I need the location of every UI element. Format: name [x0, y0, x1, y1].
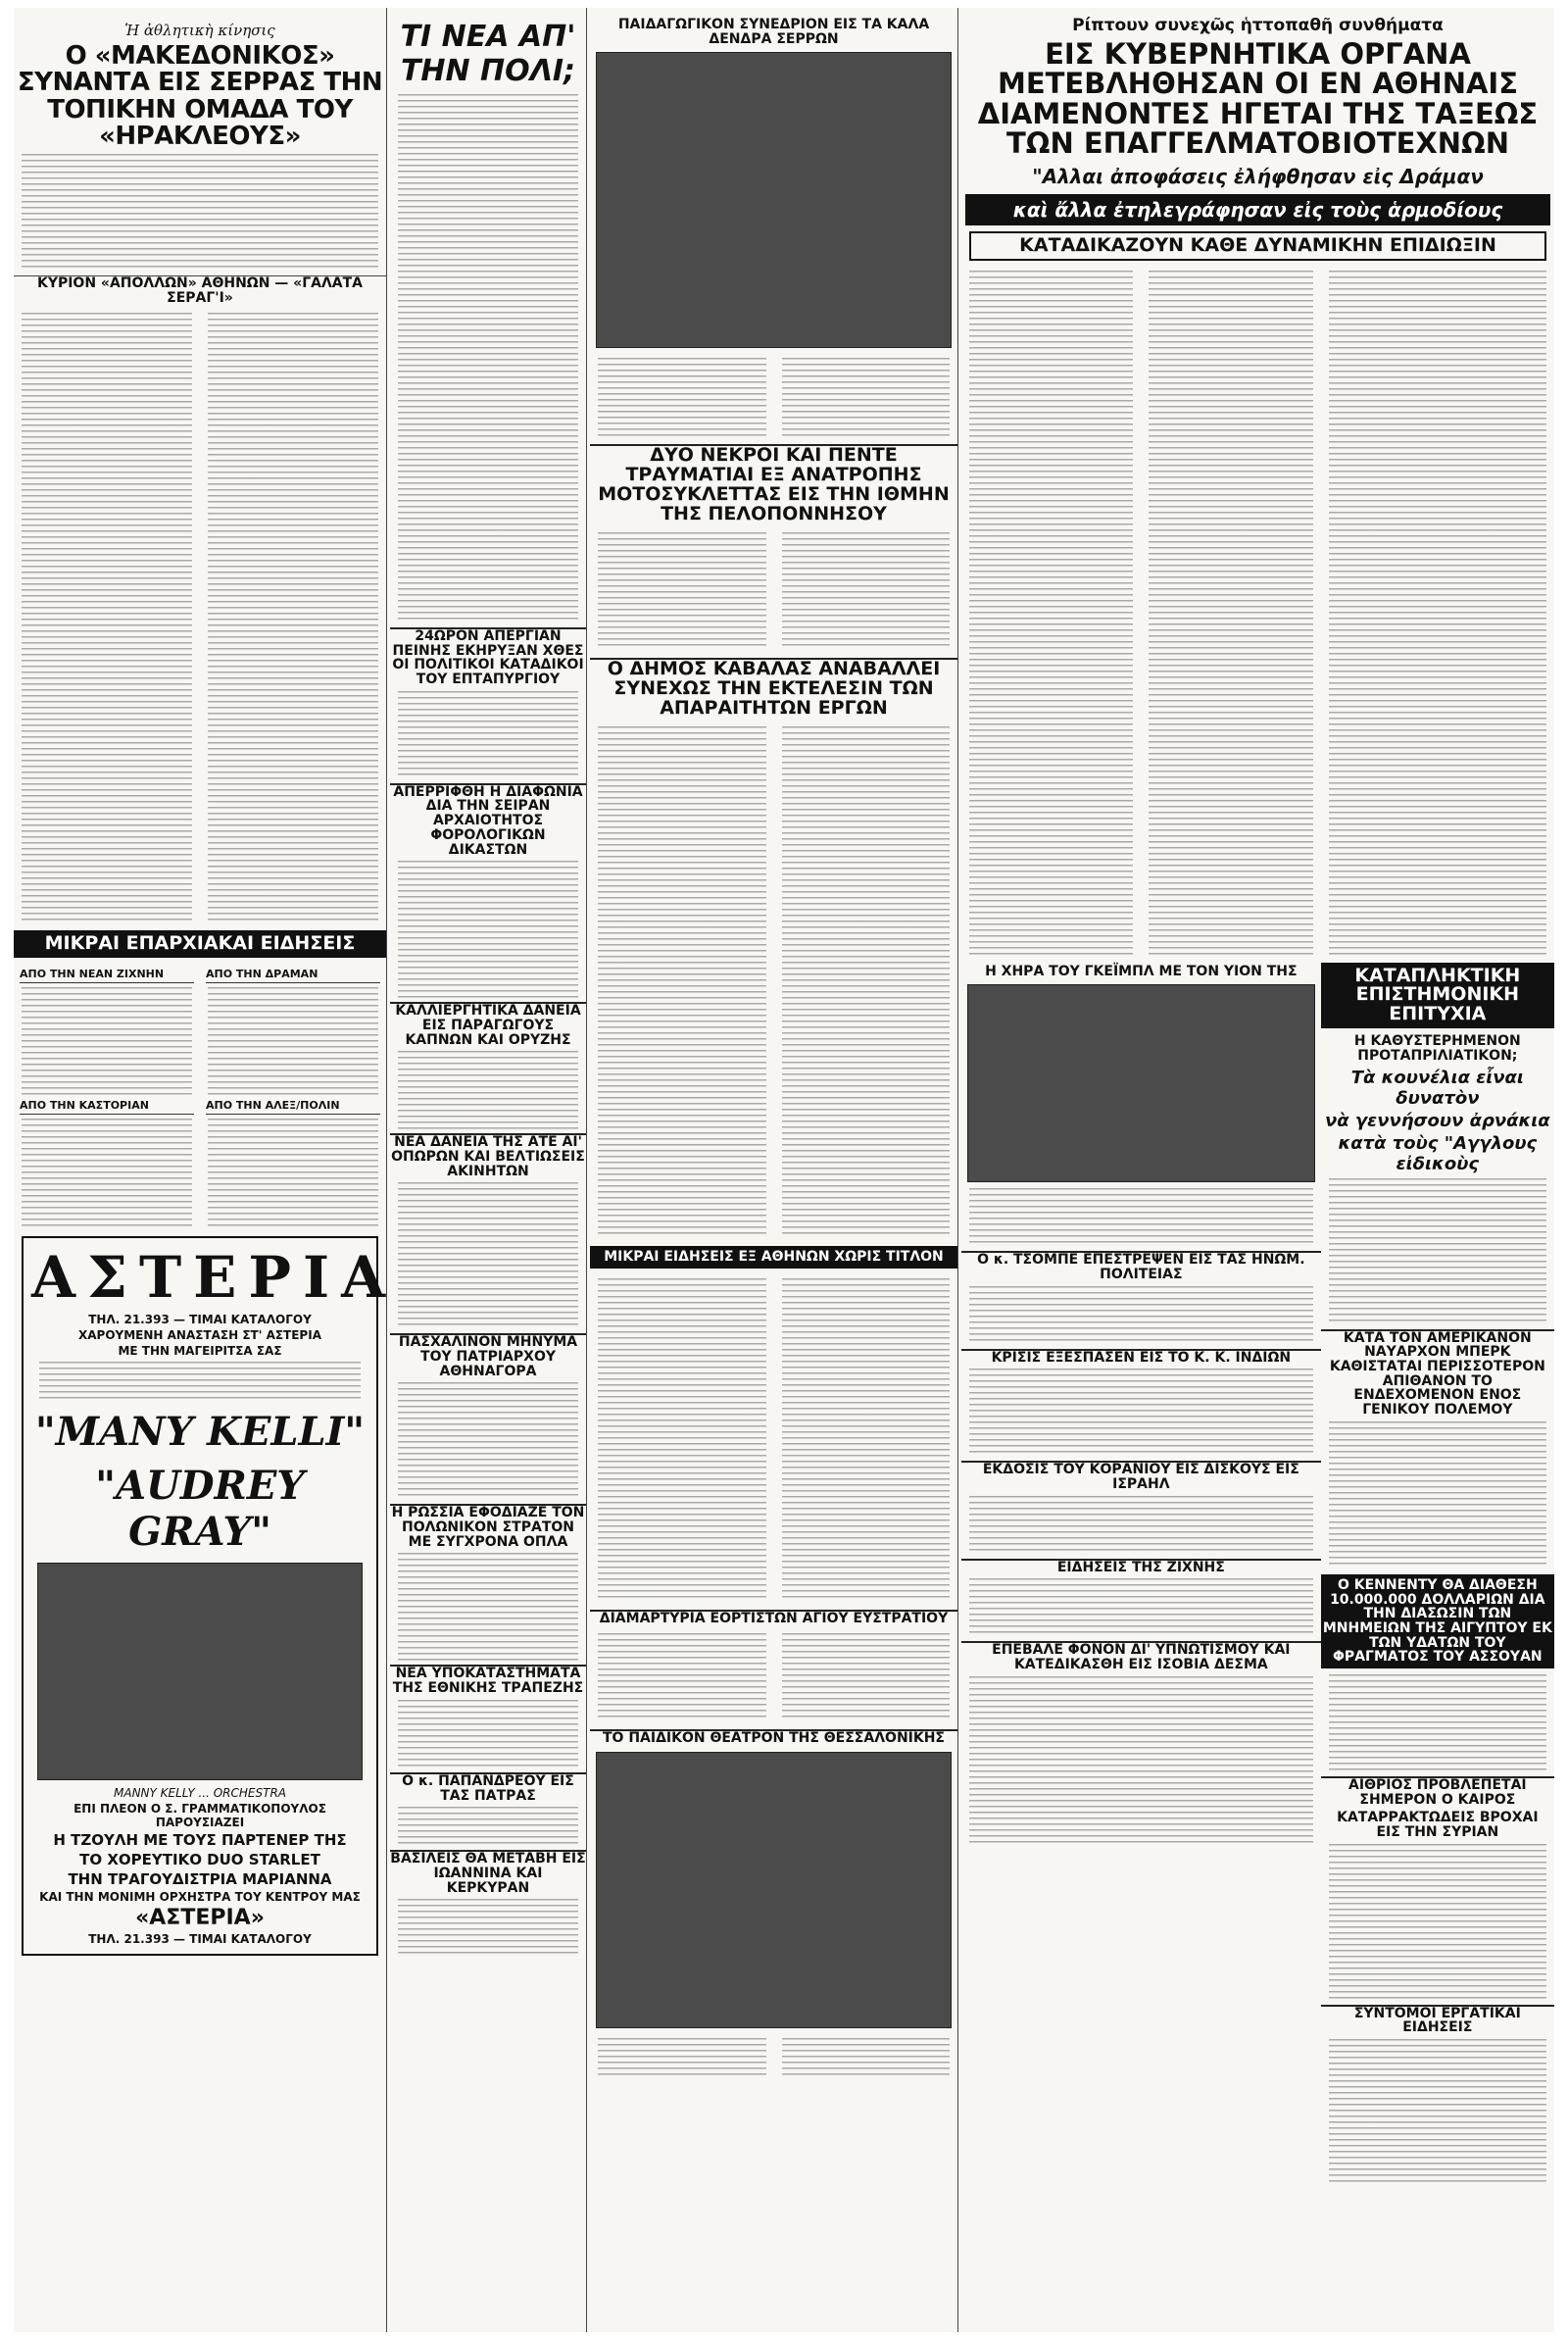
ad-line: ΧΑΡΟΥΜΕΝΗ ΑΝΑΣΤΑΣΗ ΣΤ' ΑΣΤΕΡΙΑ	[78, 1327, 321, 1342]
headline: ΕΙΔΗΣΕΙΣ ΤΗΣ ΖΙΧΝΗΣ	[961, 1559, 1321, 1575]
article-text	[22, 313, 192, 921]
subheadline: Τὰ κουνέλια εἶναι δυνατὸν	[1350, 1067, 1524, 1109]
headline: ΚΡΙΣΙΣ ΕΞΕΣΠΑΣΕΝ ΕΙΣ ΤΟ Κ. Κ. ΙΝΔΙΩΝ	[961, 1349, 1321, 1366]
headline: ΔΙΑΜΑΡΤΥΡΙΑ ΕΟΡΤΙΣΤΩΝ ΑΓΙΟΥ ΕΥΣΤΡΑΤΙΟΥ	[590, 1610, 957, 1626]
headline: ΔΥΟ ΝΕΚΡΟΙ ΚΑΙ ΠΕΝΤΕ ΤΡΑΥΜΑΤΙΑΙ ΕΞ ΑΝΑΤΡΟΠΗΣ ΜΟΤΟΣΥΚΛΕΤΤΑΣ ΕΙΣ ΤΗΝ ΙΘΜΗΝ ΤΗΣ ΠΕΛΟΠΟΝΝΗΣΟΥ	[590, 444, 957, 524]
article-text	[969, 1578, 1313, 1637]
ad-title: ΑΣΤΕΡΙΑ	[31, 1243, 398, 1311]
section-title: ΑΠΟ ΤΗΝ ΚΑΣΤΟΡΙΑΝ	[20, 1099, 194, 1115]
headline: ΣΥΝΤΟΜΟΙ ΕΡΓΑΤΙΚΑΙ ΕΙΔΗΣΕΙΣ	[1321, 2005, 1554, 2035]
article-text	[208, 1119, 378, 1226]
orchestra-photo	[37, 1563, 363, 1780]
article-text	[969, 1676, 1313, 1843]
headline: Ο κ. ΠΑΠΑΝΔΡΕΟΥ ΕΙΣ ΤΑΣ ΠΑΤΡΑΣ	[390, 1772, 586, 1803]
article-text	[782, 1278, 951, 1602]
photo-caption: MANNY KELLY ... ORCHESTRA	[114, 1785, 286, 1800]
article-text	[1329, 1178, 1546, 1325]
ad-line: Η ΤΖΟΥΛΗ ΜΕ ΤΟΥΣ ΠΑΡΤΕΝΕΡ ΤΗΣ	[53, 1830, 347, 1849]
headline: ΕΠΕΒΑΛΕ ΦΟΝΟΝ ΔΙ' ΥΠΝΩΤΙΣΜΟΥ ΚΑΙ ΚΑΤΕΔΙΚΑΣΘΗ ΕΙΣ ΙΣΟΒΙΑ ΔΕΣΜΑ	[961, 1641, 1321, 1671]
article-text	[598, 358, 766, 436]
headline: ΑΠΕΡΡΙΦΘΗ Η ΔΙΑΦΩΝΙΑ ΔΙΑ ΤΗΝ ΣΕΙΡΑΝ ΑΡΧΑΙΟΤΗΤΟΣ ΦΟΡΟΛΟΓΙΚΩΝ ΔΙΚΑΣΤΩΝ	[390, 783, 586, 857]
article-text	[782, 532, 951, 650]
article-text	[969, 1286, 1313, 1345]
article-text	[22, 1119, 192, 1226]
headline: ΕΚΔΟΣΙΣ ΤΟΥ ΚΟΡΑΝΙΟΥ ΕΙΣ ΔΙΣΚΟΥΣ ΕΙΣ ΙΣΡΑΗΛ	[961, 1461, 1321, 1491]
article-text	[398, 691, 578, 779]
article-text	[398, 1182, 578, 1329]
article-text	[1329, 1844, 1546, 2001]
widow-son-photo	[967, 984, 1315, 1182]
headline: ΤΟ ΠΑΙΔΙΚΟΝ ΘΕΑΤΡΟΝ ΤΗΣ ΘΕΣΣΑΛΟΝΙΚΗΣ	[590, 1729, 957, 1746]
headline: ΜΙΚΡΑΙ ΕΙΔΗΣΕΙΣ ΕΞ ΑΘΗΝΩΝ ΧΩΡΙΣ ΤΙΤΛΟΝ	[590, 1246, 957, 1269]
article-text	[1329, 2039, 1546, 2186]
newspaper-page	[14, 8, 1554, 2332]
article-text	[782, 2038, 951, 2077]
article-text	[398, 1899, 578, 1958]
article-text	[969, 271, 1133, 957]
article-text	[969, 1188, 1313, 1247]
ad-line: ΕΠΙ ΠΛΕΟΝ Ο Σ. ΓΡΑΜΜΑΤΙΚΟΠΟΥΛΟΣ ΠΑΡΟΥΣΙΑΖΕΙ	[74, 1801, 326, 1829]
headline: ΠΑΣΧΑΛΙΝΟΝ ΜΗΝΥΜΑ ΤΟΥ ΠΑΤΡΙΑΡΧΟΥ ΑΘΗΝΑΓΟΡΑ	[390, 1333, 586, 1378]
ad-name-footer: «ΑΣΤΕΡΙΑ»	[135, 1905, 265, 1930]
article-text	[208, 987, 378, 1095]
article-text	[782, 1633, 951, 1721]
front-news-column	[961, 8, 1554, 2332]
headline: ΚΑΤΑΡΡΑΚΤΩΔΕΙΣ ΒΡΟΧΑΙ ΕΙΣ ΤΗΝ ΣΥΡΙΑΝ	[1337, 1810, 1539, 1841]
article-text	[398, 1382, 578, 1500]
article-text	[398, 1700, 578, 1768]
article-text	[598, 532, 766, 650]
ad-line: ΜΕ ΤΗΝ ΜΑΓΕΙΡΙΤΣΑ ΣΑΣ	[118, 1343, 282, 1358]
headline: Η ΡΩΣΣΙΑ ΕΦΟΔΙΑΖΕ ΤΟΝ ΠΟΛΩΝΙΚΟΝ ΣΤΡΑΤΟΝ ΜΕ ΣΥΓΧΡΟΝΑ ΟΠΛΑ	[391, 1505, 585, 1550]
article-text	[1149, 271, 1312, 957]
headline: ΠΑΙΔΑΓΩΓΙΚΟΝ ΣΥΝΕΔΡΙΟΝ ΕΙΣ ΤΑ ΚΑΛΑ ΔΕΝΔΡΑ ΣΕΡΡΩΝ	[617, 17, 930, 47]
article-text	[22, 154, 378, 272]
article-text	[598, 2038, 766, 2077]
article-text	[969, 1496, 1313, 1555]
subheadline: νὰ γεννήσουν ἀρνάκια	[1325, 1110, 1550, 1131]
headline: ΚΑΤΑ ΤΟΝ ΑΜΕΡΙΚΑΝΟΝ ΝΑΥΑΡΧΟΝ ΜΠΕΡΚ ΚΑΘΙΣΤΑΤΑΙ ΠΕΡΙΣΣΟΤΕΡΟΝ ΑΠΙΘΑΝΟΝ ΤΟ ΕΝΔΕΧΟΜΕΝΟΝ ΕΝΟΣ ΓΕΝΙΚΟΥ ΠΟΛΕΜΟΥ	[1321, 1329, 1554, 1418]
childrens-theatre-photo	[596, 1752, 952, 2028]
article-text	[398, 1051, 578, 1129]
kicker: Ρίπτουν συνεχῶς ἡττοπαθῆ συνθήματα	[1072, 16, 1444, 35]
headline: Ο ΔΗΜΟΣ ΚΑΒΑΛΑΣ ΑΝΑΒΑΛΛΕΙ ΣΥΝΕΧΩΣ ΤΗΝ ΕΚΤΕΛΕΣΙΝ ΤΩΝ ΑΠΑΡΑΙΤΗΤΩΝ ΕΡΓΩΝ	[590, 658, 957, 719]
ad-phone: ΤΗΛ. 21.393 — ΤΙΜΑΙ ΚΑΤΑΛΟΓΟΥ	[88, 1931, 312, 1946]
article-text	[1329, 1421, 1546, 1568]
photo-caption: Η ΧΗΡΑ ΤΟΥ ΓΚΕΪΜΠΛ ΜΕ ΤΟΝ ΥΙΟΝ ΤΗΣ	[985, 963, 1298, 979]
city-news-column	[390, 8, 587, 2332]
article-text	[398, 94, 578, 623]
asteria-advertisement	[22, 1236, 398, 1956]
headline: ΚΑΤΑΠΛΗΚΤΙΚΗ ΕΠΙΣΤΗΜΟΝΙΚΗ ΕΠΙΤΥΧΙΑ	[1321, 963, 1554, 1029]
subheadline: καὶ ἄλλα ἐτηλεγράφησαν εἰς τοὺς ἁρμοδίους	[965, 194, 1550, 225]
sports-column	[14, 8, 398, 2332]
article-text	[22, 987, 192, 1095]
section-title: ΑΠΟ ΤΗΝ ΝΕΑΝ ΖΙΧΝΗΝ	[20, 968, 194, 983]
headline: 24ΩΡΟΝ ΑΠΕΡΓΙΑΝ ΠΕΙΝΗΣ ΕΚΗΡΥΞΑΝ ΧΘΕΣ ΟΙ ΠΟΛΙΤΙΚΟΙ ΚΑΤΑΔΙΚΟΙ ΤΟΥ ΕΠΤΑΠΥΡΓΙΟΥ	[390, 627, 586, 687]
provincial-news-header: ΜΙΚΡΑΙ ΕΠΑΡΧΙΑΚΑΙ ΕΙΔΗΣΕΙΣ	[14, 930, 386, 958]
article-text	[1329, 271, 1546, 957]
sports-main-headline: Ο «ΜΑΚΕΔΟΝΙΚΟΣ» ΣΥΝΑΝΤΑ ΕΙΣ ΣΕΡΡΑΣ ΤΗΝ ΤΟΠΙΚΗΝ ΟΜΑΔΑ ΤΟΥ «ΗΡΑΚΛΕΟΥΣ»	[17, 41, 383, 151]
news-column-3	[590, 8, 958, 2332]
conference-photo	[596, 52, 952, 348]
headline: ΝΕΑ ΔΑΝΕΙΑ ΤΗΣ ΑΤΕ ΑΙ' ΟΠΩΡΩΝ ΚΑΙ ΒΕΛΤΙΩΣΕΙΣ ΑΚΙΝΗΤΩΝ	[391, 1134, 585, 1179]
city-news-title: ΤΙ ΝΕΑ ΑΠ' ΤΗΝ ΠΟΛΙ;	[400, 20, 576, 88]
headline: ΚΑΛΛΙΕΡΓΗΤΙΚΑ ΔΑΝΕΙΑ ΕΙΣ ΠΑΡΑΓΩΓΟΥΣ ΚΑΠΝΩΝ ΚΑΙ ΟΡΥΖΗΣ	[390, 1002, 586, 1047]
ad-line: ΤΗΝ ΤΡΑΓΟΥΔΙΣΤΡΙΑ ΜΑΡΙΑΝΝΑ	[68, 1869, 332, 1888]
ad-line: ΤΟ ΧΟΡΕΥΤΙΚΟ DUO STARLET	[79, 1850, 320, 1868]
headline: ΑΙΘΡΙΟΣ ΠΡΟΒΛΕΠΕΤΑΙ ΣΗΜΕΡΟΝ Ο ΚΑΙΡΟΣ	[1321, 1776, 1554, 1807]
article-text	[782, 358, 951, 436]
article-text	[398, 861, 578, 998]
ad-star-name: "AUDREY GRAY"	[95, 1462, 305, 1555]
ad-star-name: "MANY KELLI"	[34, 1408, 366, 1455]
article-text	[398, 1553, 578, 1661]
match-headline: ΚΥΡΙΟΝ «ΑΠΟΛΛΩΝ» ΑΘΗΝΩΝ — «ΓΑΛΑΤΑ ΣΕΡΑΓ'Ι»	[14, 275, 386, 305]
ad-text	[39, 1362, 361, 1401]
article-text	[598, 1633, 766, 1721]
section-title: ΑΠΟ ΤΗΝ ΑΛΕΞ/ΠΟΛΙΝ	[206, 1099, 380, 1115]
subheadline: ΚΑΤΑΔΙΚΑΖΟΥΝ ΚΑΘΕ ΔΥΝΑΜΙΚΗΝ ΕΠΙΔΙΩΞΙΝ	[969, 231, 1546, 261]
article-text	[398, 1807, 578, 1846]
article-text	[598, 1278, 766, 1602]
sports-kicker: Ἡ ἀθλητικὴ κίνησις	[124, 22, 275, 39]
headline: ΝΕΑ ΥΠΟΚΑΤΑΣΤΗΜΑΤΑ ΤΗΣ ΕΘΝΙΚΗΣ ΤΡΑΠΕΖΗΣ	[390, 1665, 586, 1695]
main-headline: ΕΙΣ ΚΥΒΕΡΝΗΤΙΚΑ ΟΡΓΑΝΑ ΜΕΤΕΒΛΗΘΗΣΑΝ ΟΙ ΕΝ ΑΘΗΝΑΙΣ ΔΙΑΜΕΝΟΝΤΕΣ ΗΓΕΤΑΙ ΤΗΣ ΤΑΞΕΩΣ ΤΩΝ ΕΠΑΓΓΕΛΜΑΤΟΒΙΟΤΕΧΝΩΝ	[977, 36, 1539, 161]
headline: Ο κ. ΤΣΟΜΠΕ ΕΠΕΣΤΡΕΨΕΝ ΕΙΣ ΤΑΣ ΗΝΩΜ. ΠΟΛΙΤΕΙΑΣ	[961, 1251, 1321, 1281]
ad-phone: ΤΗΛ. 21.393 — ΤΙΜΑΙ ΚΑΤΑΛΟΓΟΥ	[88, 1312, 312, 1326]
headline: Ο ΚΕΝΝΕΝΤΥ ΘΑ ΔΙΑΘΕΣΗ 10.000.000 ΔΟΛΛΑΡΙΩΝ ΔΙΑ ΤΗΝ ΔΙΑΣΩΣΙΝ ΤΩΝ ΜΝΗΜΕΙΩΝ ΤΗΣ ΑΙΓΥΠΤΟΥ ΕΚ ΤΩΝ ΥΔΑΤΩΝ ΤΟΥ ΦΡΑΓΜΑΤΟΣ ΤΟΥ ΑΣΣΟΥΑΝ	[1321, 1574, 1554, 1668]
article-text	[208, 313, 378, 921]
section-title: ΑΠΟ ΤΗΝ ΔΡΑΜΑΝ	[206, 968, 380, 983]
article-text	[969, 1369, 1313, 1457]
article-text	[782, 726, 951, 1236]
article-text	[1329, 1674, 1546, 1772]
article-text	[598, 726, 766, 1236]
subheadline: "Αλλαι ἀποφάσεις ἐλήφθησαν εἰς Δράμαν	[1032, 164, 1484, 188]
headline: Η ΚΑΘΥΣΤΕΡΗΜΕΝΟΝ ΠΡΟΤΑΠΡΙΛΙΑΤΙΚΟΝ;	[1353, 1033, 1521, 1065]
headline: ΒΑΣΙΛΕΙΣ ΘΑ ΜΕΤΑΒΗ ΕΙΣ ΙΩΑΝΝΙΝΑ ΚΑΙ ΚΕΡΚΥΡΑΝ	[390, 1851, 586, 1896]
ad-line: ΚΑΙ ΤΗΝ ΜΟΝΙΜΗ ΟΡΧΗΣΤΡΑ ΤΟΥ ΚΕΝΤΡΟΥ ΜΑΣ	[39, 1889, 361, 1904]
subheadline: κατὰ τοὺς "Αγγλους εἰδικοὺς	[1338, 1132, 1538, 1174]
